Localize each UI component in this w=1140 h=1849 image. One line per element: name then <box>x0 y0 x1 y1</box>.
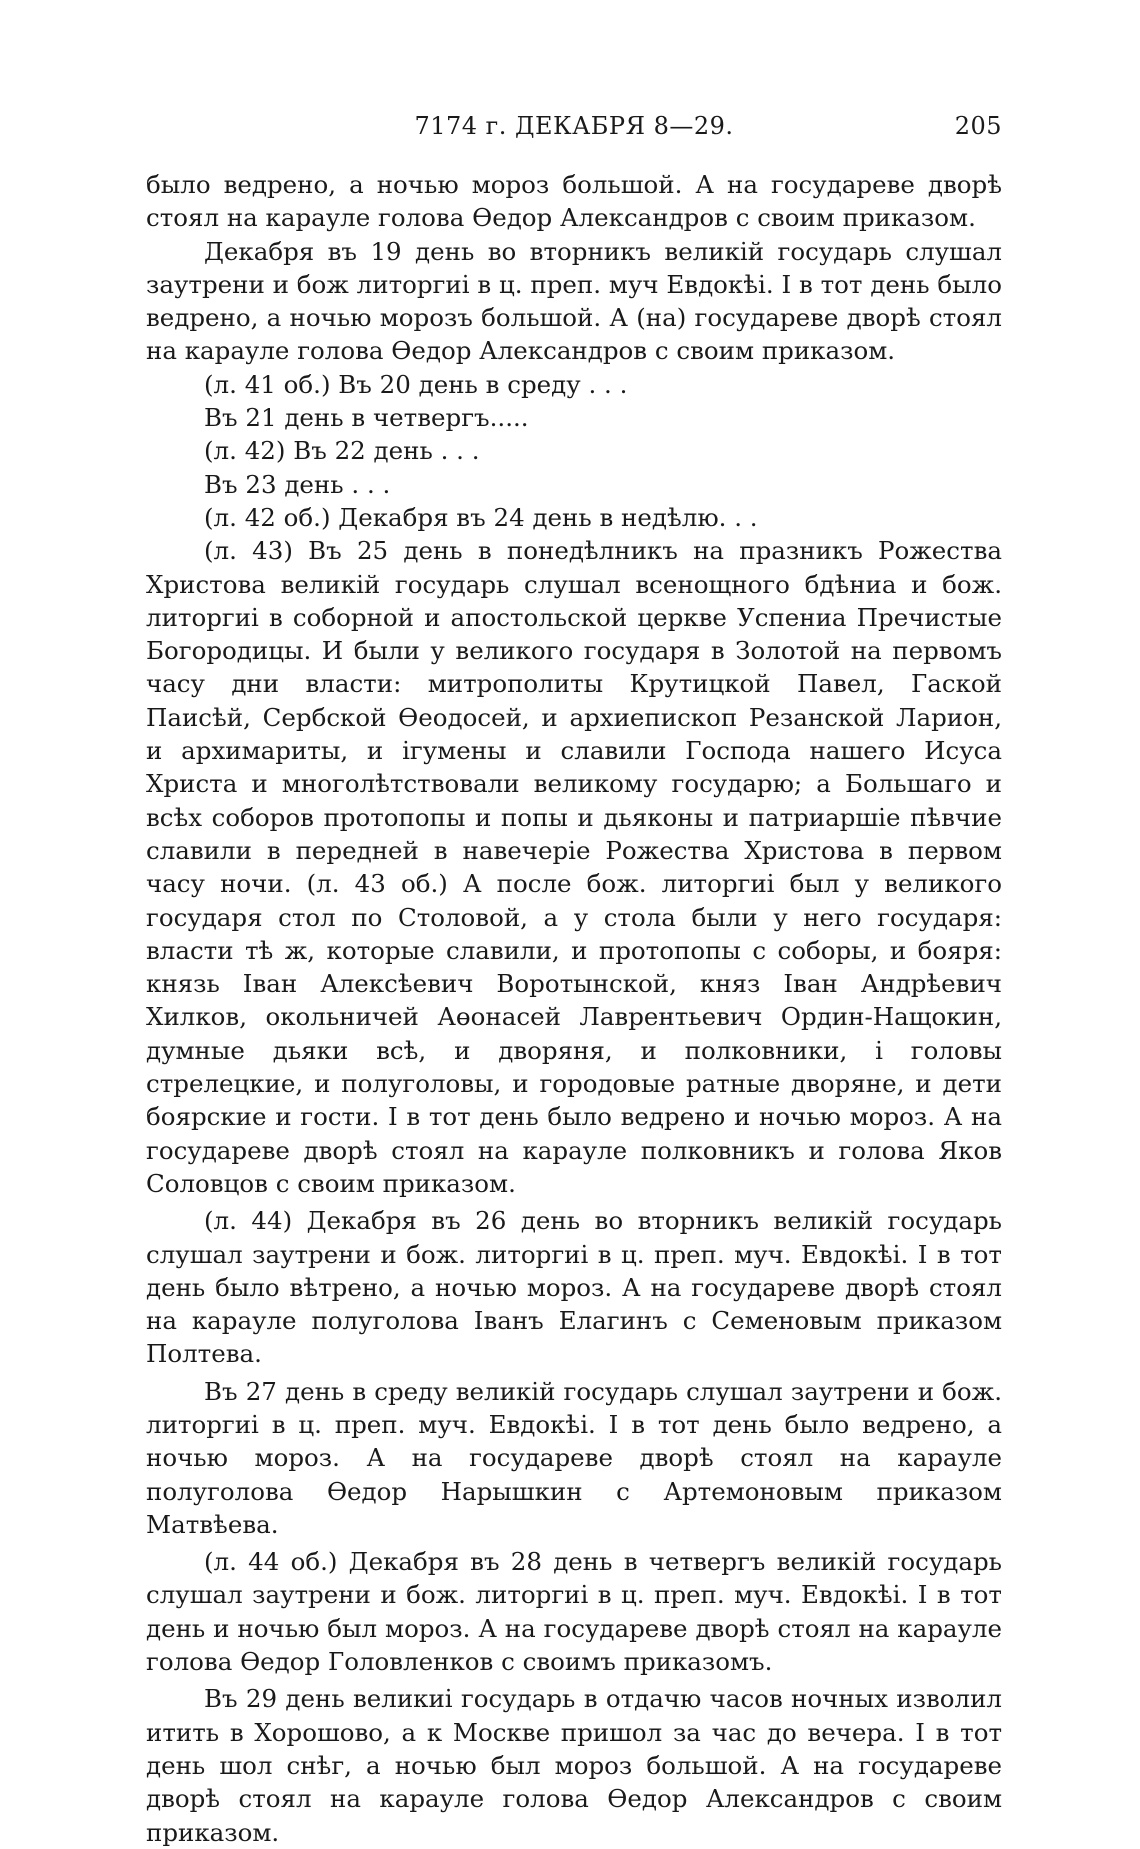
paragraph: (л. 42) Въ 22 день . . . <box>204 436 480 466</box>
paragraph: (л. 44) Декабря въ 26 день во вторникъ великій государь слушал заутрени и бож. литоргиі в ц. преп. муч. Евдокѣі. І в тот день было вѣтрено, а ночью мороз. А на государеве дворѣ стоял на карауле полуголова Іванъ Елагинъ с Семеновым приказом Полтева. <box>146 1206 1002 1369</box>
paragraph: (л. 41 об.) Въ 20 день в среду . . . <box>204 369 628 399</box>
body-text <box>146 168 1002 1849</box>
paragraph: (л. 42 об.) Декабря въ 24 день в недѣлю. . . <box>204 502 758 532</box>
running-header <box>146 112 1002 148</box>
paragraph: Въ 23 день . . . <box>204 469 391 499</box>
paragraph: Въ 29 день великиі государь в отдачю часов ночных изволил итить в Хорошово, а к Москве пришол за час до вечера. І в тот день шол снѣг, а ночью был мороз большой. А на государеве дворѣ стоял на карауле голова Өедор Александров с своим приказом. <box>146 1684 1002 1847</box>
paragraph: было ведрено, а ночью мороз большой. А на государеве дворѣ стоял на карауле голова Өедор Александров с своим приказом. <box>146 170 1002 233</box>
page-number: 205 <box>954 112 1002 140</box>
paragraph: (л. 44 об.) Декабря въ 28 день в четвергъ великій государь слушал заутрени и бож. литоргиі в ц. преп. муч. Евдокѣі. І в тот день и ночью был мороз. А на государеве дворѣ стоял на карауле голова Өедор Головленков с своимъ приказомъ. <box>146 1547 1002 1677</box>
paragraph: Декабря въ 19 день во вторникъ великій государь слушал заутрени и бож литоргиі в ц. преп. муч Евдокѣі. І в тот день было ведрено, а ночью морозъ большой. А (на) государеве дворѣ стоял на карауле голова Өедор Александров с своим приказом. <box>146 236 1002 366</box>
paragraph: Въ 21 день в четвергъ..... <box>204 403 529 433</box>
paragraph: (л. 43) Въ 25 день в понедѣлникъ на празникъ Рожества Христова великій государь слушал всенощного бдѣниа и бож. литоргиі в соборной и апостольской церкве Успениа Пречистые Богородицы. И были у великого государя в Золотой на первомъ часу дни власти: митрополиты Крутицкой Павел, Гаской Паисѣй, Сербской Өеодосей, и архиепископ Резанской Ларион, и архимариты, и ігумены и славили Господа нашего Исуса Христа и многолѣтствовали великому государю; а Большаго и всѣх соборов протопопы и попы и дьяконы и патриаршіе пѣвчие славили в передней в навечеріе Рожества Христова в первом часу ночи. (л. 43 об.) А после бож. литоргиі был у великого государя стол по Столовой, а у стола были у него государя: власти тѣ ж, которые славили, и протопопы с соборы, и бояря: князь Іван Алексѣевич Воротынской, княз Іван Андрѣевич Хилков, окольничей Аөонасей Лаврентьевич Ордин-Нащокин, думные дьяки всѣ, и дворяня, и полковники, і головы стрелецкие, и полуголовы, и городовые ратные дворяне, и дети боярские и гости. І в тот день было ведрено и ночью мороз. А на государеве дворѣ стоял на карауле полковникъ и голова Яков Соловцов с своим приказом. <box>146 536 1002 1198</box>
paragraph: Въ 27 день в среду великій государь слушал заутрени и бож. литоргиі в ц. преп. муч. Евдокѣі. І в тот день было ведрено, а ночью мороз. А на государеве дворѣ стоял на карауле полуголова Өедор Нарышкин с Артемоновым приказом Матвѣева. <box>146 1376 1002 1539</box>
header-title: 7174 г. ДЕКАБРЯ 8—29. <box>414 112 734 140</box>
